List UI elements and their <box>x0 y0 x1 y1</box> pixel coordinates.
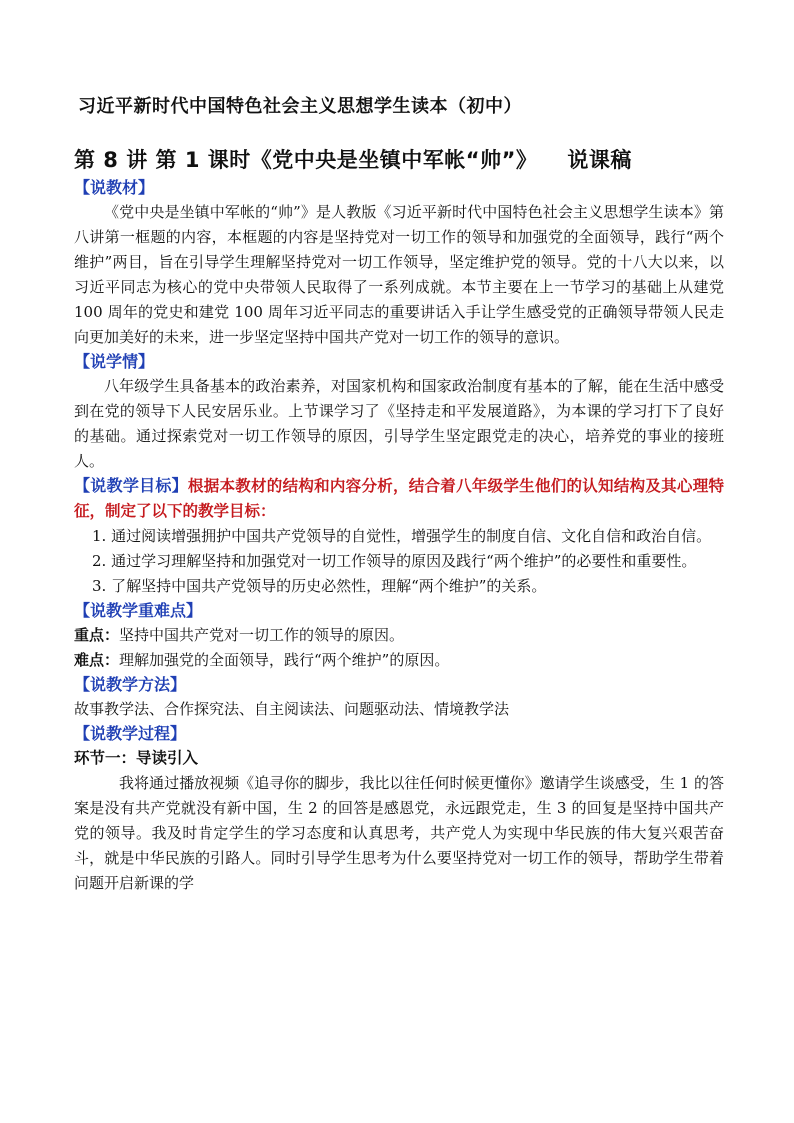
goal-item-1: 1. 通过阅读增强拥护中国共产党领导的自觉性，增强学生的制度自信、文化自信和政治自信。 <box>92 527 712 545</box>
section-heading-students: 【说学情】 <box>74 352 155 371</box>
lesson-title <box>74 144 724 174</box>
section-heading-key-points: 【说教学重难点】 <box>74 601 203 620</box>
section-heading-process: 【说教学过程】 <box>74 724 187 743</box>
section-body-methods: 故事教学法、合作探究法、自主阅读法、问题驱动法、情境教学法 <box>74 700 510 718</box>
book-title: 习近平新时代中国特色社会主义思想学生读本（初中） <box>78 96 522 117</box>
difficult-point-line <box>74 648 724 673</box>
section-body-students: 八年级学生具备基本的政治素养，对国家机构和国家政治制度有基本的了解，能在生活中感受到在党的领导下人民安居乐业。上节课学习了《坚持走和平发展道路》，为本课的学习打下了良好的基础。通过探索党对一切工作领导的原因，引导学生坚定跟党走的决心，培养党的事业的接班人。 <box>74 377 724 470</box>
process-step-1-body: 我将通过播放视频《追寻你的脚步，我比以往任何时候更懂你》邀请学生谈感受，生 1 的答案是没有共产党就没有新中国，生 2 的回答是感恩党，永远跟党走，生 3 的回复是坚持中国共产党的领导。我及时肯定学生的学习态度和认真思考，共产党人为实现中华民族的伟大复兴艰苦奋斗，就是中华民族的引路人。同时引导学生思考为什么要坚持党对一切工作的领导，帮助学生带着问题开启新课的学 <box>74 774 724 892</box>
key-point-line <box>74 623 724 648</box>
goal-item-2: 2. 通过学习理解坚持和加强党对一切工作领导的原因及践行“两个维护”的必要性和重要性。 <box>92 552 697 570</box>
document-content <box>74 92 724 896</box>
section-body-textbook: 《党中央是坐镇中军帐的“帅”》是人教版《习近平新时代中国特色社会主义思想学生读本》第八讲第一框题的内容，本框题的内容是坚持党对一切工作的领导和加强党的全面领导，践行“两个维护”两目，旨在引导学生理解坚持党对一切工作领导，坚定维护党的领导。党的十八大以来，以习近平同志为核心的党中央带领人民取得了一系列成就。本节主要在上一节学习的基础上从建党 100 周年的党史和建党 100 周年习近平同志的重要讲话入手让学生感受党的正确领导带领人民走向更加美好的未来，进一步坚定坚持中国共产党对一切工作的领导的意识。 <box>74 203 724 346</box>
section-heading-goals: 【说教学目标】 <box>74 476 188 495</box>
difficult-point-text: 理解加强党的全面领导，践行“两个维护”的原因。 <box>119 651 450 669</box>
lesson-title-text: 第 8 讲 第 1 课时《党中央是坐镇中军帐“帅”》 <box>74 148 538 172</box>
section-goals <box>74 474 724 524</box>
section-heading-textbook: 【说教材】 <box>74 178 155 197</box>
key-point-label: 重点： <box>74 626 120 644</box>
key-point-text: 坚持中国共产党对一切工作的领导的原因。 <box>119 626 405 644</box>
goals-intro: 根据本教材的结构和内容分析，结合着八年级学生他们的认知结构及其心理特征，制定了以下的教学目标： <box>74 477 724 520</box>
lesson-title-suffix: 说课稿 <box>567 148 632 172</box>
difficult-point-label: 难点： <box>74 651 120 669</box>
process-step-1-title: 环节一：导读引入 <box>74 749 199 767</box>
section-heading-methods: 【说教学方法】 <box>74 675 187 694</box>
goal-item-3: 3. 了解坚持中国共产党领导的历史必然性，理解“两个维护”的关系。 <box>92 577 547 595</box>
